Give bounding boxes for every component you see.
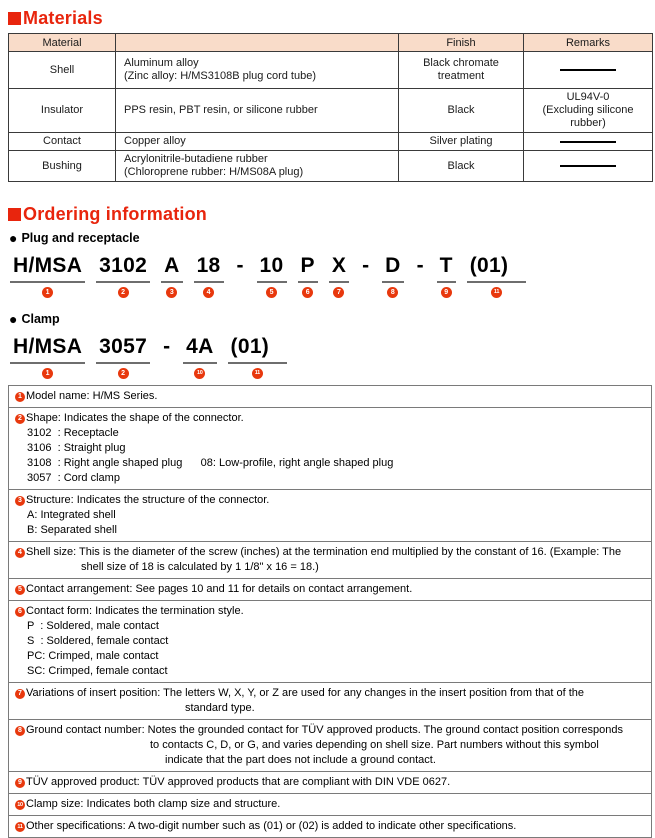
part-segment-text: 3102 — [96, 254, 150, 283]
hyphen-separator: - — [236, 254, 244, 277]
part-segment-text: (01) — [467, 254, 527, 283]
cell-finish: Black chromate treatment — [399, 52, 524, 89]
part-segment-text: (01) — [228, 335, 288, 364]
part-segment-text: H/MSA — [10, 335, 85, 364]
step-number-badge: 11 — [491, 287, 502, 298]
part-segment — [298, 254, 318, 298]
note-text: Variations of insert position: The letters W, X, Y, or Z are used for any changes in the insert position from that of the — [26, 687, 585, 699]
cell-finish: Black — [399, 151, 524, 182]
hyphen-separator: - — [362, 254, 370, 277]
step-number-badge: 5 — [266, 287, 277, 298]
cell-finish: Silver plating — [399, 133, 524, 151]
note-line — [15, 411, 645, 426]
materials-table — [8, 33, 653, 182]
dash-line — [560, 69, 616, 71]
part-segment — [183, 335, 216, 379]
note-text: TÜV approved product: TÜV approved products that are compliant with DIN VDE 0627. — [26, 776, 451, 788]
cell-description: Copper alloy — [116, 133, 399, 151]
clamp-heading — [9, 312, 655, 326]
step-number-badge: 11 — [252, 368, 263, 379]
note-text: Shell size: This is the diameter of the screw (inches) at the termination end multiplied by the constant of 16. (Example: The — [26, 546, 622, 558]
note-line: 3108 : Right angle shaped plug 08: Low-profile, right angle shaped plug — [27, 457, 394, 469]
note-line: PC: Crimped, male contact — [27, 650, 159, 662]
section-title-text: Materials — [23, 8, 103, 28]
note-number-badge: 7 — [15, 689, 25, 699]
note-item-tuv-approved — [9, 772, 651, 794]
section-marker-icon — [8, 208, 21, 221]
note-line — [15, 493, 645, 508]
part-segment — [161, 254, 182, 298]
step-number-badge: 2 — [118, 287, 129, 298]
remarks-line: (Excluding silicone rubber) — [542, 104, 634, 129]
datasheet-page — [0, 8, 655, 838]
note-line — [15, 723, 645, 738]
note-line — [15, 775, 645, 790]
hyphen-separator: - — [416, 254, 424, 277]
description-line: Acrylonitrile-butadiene rubber — [124, 153, 268, 165]
sub-heading-text: Clamp — [21, 312, 60, 326]
note-number-badge: 5 — [15, 585, 25, 595]
table-row-bushing — [9, 151, 653, 182]
step-number-badge: 9 — [441, 287, 452, 298]
note-text: Shape: Indicates the shape of the connector. — [26, 412, 244, 424]
part-segment-text: P — [298, 254, 318, 283]
cell-material: Shell — [9, 52, 116, 89]
part-separator — [360, 254, 371, 278]
note-item-clamp-size — [9, 794, 651, 816]
note-number-badge: 1 — [15, 392, 25, 402]
note-line: B: Separated shell — [27, 524, 117, 536]
step-number-badge: 1 — [42, 287, 53, 298]
part-segment-text: H/MSA — [10, 254, 85, 283]
note-item-contact-form — [9, 601, 651, 683]
dash-line — [560, 165, 616, 167]
cell-remarks — [524, 89, 653, 133]
table-header-row — [9, 34, 653, 52]
part-segment — [437, 254, 456, 298]
column-header-material: Material — [9, 34, 116, 52]
step-number-badge: 7 — [333, 287, 344, 298]
note-item-insert-position — [9, 683, 651, 720]
note-line: S : Soldered, female contact — [27, 635, 169, 647]
section-marker-icon — [8, 12, 21, 25]
plug-and-receptacle-heading — [9, 231, 655, 245]
note-text: Clamp size: Indicates both clamp size and structure. — [26, 798, 281, 810]
note-item-other-specifications — [9, 816, 651, 837]
step-number-badge: 8 — [387, 287, 398, 298]
note-item-contact-arrangement — [9, 579, 651, 601]
note-line: shell size of 18 is calculated by 1 1/8" x 16 = 18.) — [81, 561, 319, 573]
note-line — [15, 819, 645, 834]
part-segment — [329, 254, 349, 298]
part-separator — [415, 254, 426, 278]
note-line — [15, 604, 645, 619]
note-line — [15, 389, 645, 404]
note-text: Other specifications: A two-digit number such as (01) or (02) is added to indicate other specifications. — [26, 820, 517, 832]
sub-heading-text: Plug and receptacle — [21, 231, 140, 245]
part-segment-text: 10 — [257, 254, 287, 283]
cell-description — [116, 52, 399, 89]
note-text: Structure: Indicates the structure of the connector. — [26, 494, 270, 506]
description-line: Aluminum alloy — [124, 57, 199, 69]
cell-finish: Black — [399, 89, 524, 133]
note-number-badge: 3 — [15, 496, 25, 506]
note-line: to contacts C, D, or G, and varies depending on shell size. Part numbers without this symbol — [150, 739, 599, 751]
step-number-badge: 4 — [203, 287, 214, 298]
clamp-part-number — [10, 335, 655, 379]
part-segment — [96, 335, 150, 379]
part-segment — [96, 254, 150, 298]
note-text: Ground contact number: Notes the grounded contact for TÜV approved products. The ground contact position corresponds — [26, 724, 624, 736]
table-row-insulator — [9, 89, 653, 133]
description-line: (Zinc alloy: H/MS3108B plug cord tube) — [124, 70, 316, 82]
ordering-section-title — [8, 204, 655, 225]
note-line: SC: Crimped, female contact — [27, 665, 168, 677]
note-line: standard type. — [185, 702, 255, 714]
note-line: 3102 : Receptacle — [27, 427, 119, 439]
note-item-model-name — [9, 386, 651, 408]
table-row-shell — [9, 52, 653, 89]
note-text: Contact arrangement: See pages 10 and 11 for details on contact arrangement. — [26, 583, 413, 595]
part-segment — [10, 254, 85, 298]
note-line — [15, 582, 645, 597]
column-header-remarks: Remarks — [524, 34, 653, 52]
note-number-badge: 4 — [15, 548, 25, 558]
note-line — [15, 545, 645, 560]
step-number-badge: 2 — [118, 368, 129, 379]
note-line — [15, 686, 645, 701]
cell-remarks — [524, 151, 653, 182]
remarks-line: UL94V-0 — [566, 91, 610, 103]
part-segment — [228, 335, 288, 379]
step-number-badge: 6 — [302, 287, 313, 298]
part-separator — [161, 335, 172, 359]
note-text: Contact form: Indicates the termination style. — [26, 605, 244, 617]
cell-material: Bushing — [9, 151, 116, 182]
step-number-badge: 1 — [42, 368, 53, 379]
note-line: 3057 : Cord clamp — [27, 472, 120, 484]
column-header-finish: Finish — [399, 34, 524, 52]
note-line — [15, 797, 645, 812]
section-title-text: Ordering information — [23, 204, 207, 224]
cell-material: Insulator — [9, 89, 116, 133]
part-segment — [10, 335, 85, 379]
note-item-shape — [9, 408, 651, 490]
part-separator — [235, 254, 246, 278]
cell-remarks — [524, 52, 653, 89]
ordering-notes-box — [8, 385, 652, 838]
dash-line — [560, 141, 616, 143]
description-line: (Chloroprene rubber: H/MS08A plug) — [124, 166, 304, 178]
part-segment-text: D — [382, 254, 403, 283]
note-item-ground-contact — [9, 720, 651, 772]
part-segment-text: 4A — [183, 335, 216, 364]
note-line: P : Soldered, male contact — [27, 620, 159, 632]
part-segment-text: A — [161, 254, 182, 283]
table-row-contact — [9, 133, 653, 151]
step-number-badge: 10 — [194, 368, 205, 379]
part-segment — [194, 254, 224, 298]
part-segment-text: T — [437, 254, 456, 283]
hyphen-separator: - — [163, 335, 171, 358]
note-line: indicate that the part does not include a ground contact. — [165, 754, 436, 766]
column-header-blank — [116, 34, 399, 52]
note-number-badge: 6 — [15, 607, 25, 617]
part-segment — [382, 254, 403, 298]
note-number-badge: 2 — [15, 414, 25, 424]
note-line: 3106 : Straight plug — [27, 442, 126, 454]
cell-remarks — [524, 133, 653, 151]
note-item-shell-size — [9, 542, 651, 579]
note-text: Model name: H/MS Series. — [26, 390, 158, 402]
note-number-badge: 9 — [15, 778, 25, 788]
note-number-badge: 10 — [15, 800, 25, 810]
note-number-badge: 11 — [15, 822, 25, 832]
cell-description: PPS resin, PBT resin, or silicone rubber — [116, 89, 399, 133]
part-segment-text: 18 — [194, 254, 224, 283]
plug-part-number — [10, 254, 655, 298]
note-item-structure — [9, 490, 651, 542]
note-line: A: Integrated shell — [27, 509, 116, 521]
step-number-badge: 3 — [166, 287, 177, 298]
bullet-icon: ● — [9, 311, 18, 327]
note-number-badge: 8 — [15, 726, 25, 736]
materials-section-title — [8, 8, 655, 29]
part-segment — [467, 254, 527, 298]
part-segment — [257, 254, 287, 298]
cell-material: Contact — [9, 133, 116, 151]
bullet-icon: ● — [9, 230, 18, 246]
part-segment-text: 3057 — [96, 335, 150, 364]
cell-description — [116, 151, 399, 182]
part-segment-text: X — [329, 254, 349, 283]
